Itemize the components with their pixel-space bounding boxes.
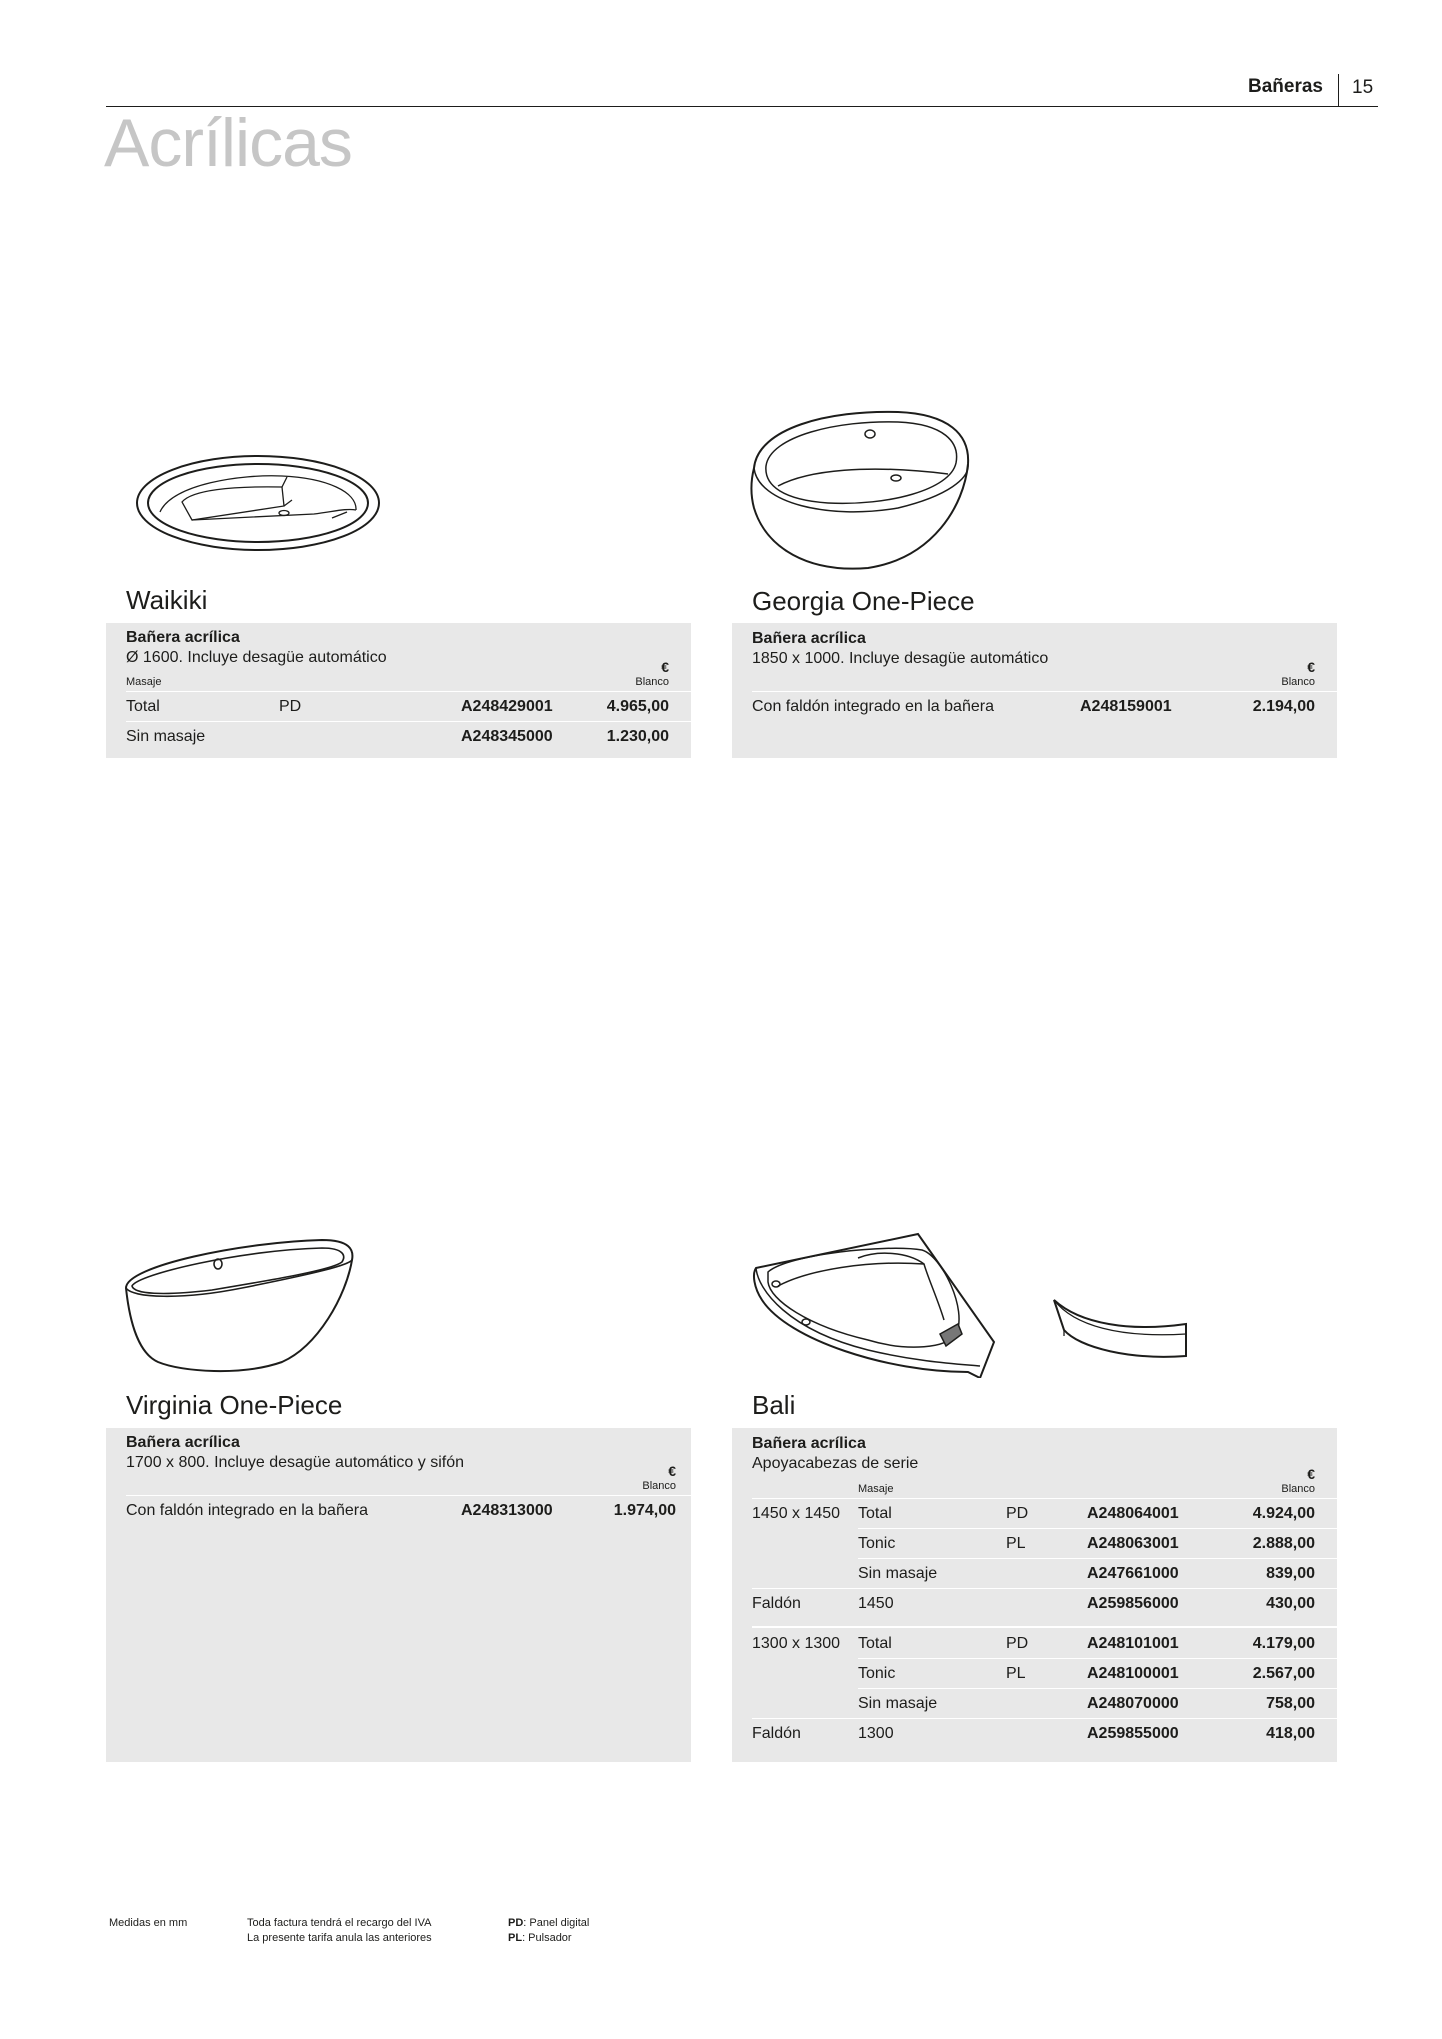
footer-legend [508, 1916, 589, 1946]
row-code: A247661000 [1087, 1565, 1179, 1582]
row-code: A248070000 [1087, 1695, 1179, 1712]
row-price: 1.230,00 [606, 728, 669, 745]
row-code: A248100001 [1087, 1665, 1179, 1682]
finish-label: Blanco [1281, 676, 1315, 688]
row-price: 4.965,00 [606, 698, 669, 715]
table-row [732, 1718, 1337, 1748]
column-label-masaje: Masaje [126, 676, 162, 688]
product-description: Ø 1600. Incluye desagüe automático [126, 649, 387, 666]
waikiki-card [106, 623, 691, 758]
header-separator [1338, 74, 1339, 106]
row-code: A248313000 [461, 1502, 553, 1519]
bali-corner-bathtub-illustration [748, 1230, 998, 1378]
row-size: Faldón [752, 1595, 801, 1612]
waikiki-bathtub-illustration [132, 450, 387, 555]
row-price: 839,00 [1266, 1565, 1315, 1582]
footer-units [109, 1916, 187, 1931]
row-size: 1450 x 1450 [752, 1505, 841, 1522]
finish-label: Blanco [642, 1480, 676, 1492]
iva-note: Toda factura tendrá el recargo del IVA [247, 1917, 432, 1929]
row-type: PL [1006, 1535, 1026, 1552]
product-subtitle: Bañera acrílica [752, 1435, 866, 1452]
footer-tax-notes [247, 1916, 432, 1946]
row-code: A248345000 [461, 728, 553, 745]
row-label: Total [126, 698, 160, 715]
row-type: PD [1006, 1505, 1029, 1522]
column-label-masaje: Masaje [858, 1483, 894, 1495]
row-label: Sin masaje [858, 1565, 938, 1582]
row-code: A259856000 [1087, 1595, 1179, 1612]
currency-label: € [668, 1463, 676, 1479]
row-price: 2.194,00 [1252, 698, 1315, 715]
table-row [732, 1658, 1337, 1688]
row-code: A259855000 [1087, 1725, 1179, 1742]
product-description: Apoyacabezas de serie [752, 1455, 919, 1472]
row-price: 2.567,00 [1252, 1665, 1315, 1682]
row-code: A248063001 [1087, 1535, 1179, 1552]
product-name-waikiki: Waikiki [126, 585, 208, 615]
row-label: Con faldón integrado en la bañera [752, 698, 994, 715]
georgia-bathtub-illustration [748, 408, 973, 573]
row-type: PD [279, 698, 302, 715]
legend-pd-text: : Panel digital [523, 1917, 590, 1929]
row-type: PL [1006, 1665, 1026, 1682]
virginia-bathtub-illustration [122, 1236, 357, 1374]
section-title: Bañeras [1248, 76, 1323, 97]
bali-apron-illustration [1050, 1296, 1190, 1362]
legend-pd-abbr: PD [508, 1917, 524, 1929]
legend-pl [508, 1931, 589, 1946]
row-label: Con faldón integrado en la bañera [126, 1502, 368, 1519]
row-size: 1300 x 1300 [752, 1635, 841, 1652]
row-label: Total [858, 1635, 892, 1652]
row-label: Sin masaje [126, 728, 206, 745]
legend-pl-abbr: PL [508, 1932, 523, 1944]
table-row [106, 721, 691, 751]
currency-label: € [661, 659, 669, 675]
currency-label: € [1307, 1466, 1315, 1482]
row-price: 2.888,00 [1252, 1535, 1315, 1552]
table-row [732, 1528, 1337, 1558]
row-label: Tonic [858, 1665, 896, 1682]
legend-pl-text: : Pulsador [522, 1932, 572, 1944]
product-subtitle: Bañera acrílica [752, 630, 866, 647]
finish-label: Blanco [1281, 1483, 1315, 1495]
row-code: A248159001 [1080, 698, 1172, 715]
row-size: Faldón [752, 1725, 801, 1742]
product-subtitle: Bañera acrílica [126, 1434, 240, 1451]
row-price: 418,00 [1266, 1725, 1315, 1742]
row-label: Total [858, 1505, 892, 1522]
finish-label: Blanco [635, 676, 669, 688]
table-row [732, 1628, 1337, 1658]
product-description: 1700 x 800. Incluye desagüe automático y sifón [126, 1454, 464, 1471]
product-name-virginia: Virginia One-Piece [126, 1390, 343, 1420]
row-price: 758,00 [1266, 1695, 1315, 1712]
row-label: Tonic [858, 1535, 896, 1552]
table-row [732, 1688, 1337, 1718]
table-row [732, 1498, 1337, 1528]
row-label: 1300 [858, 1725, 894, 1742]
row-code: A248429001 [461, 698, 553, 715]
product-name-georgia: Georgia One-Piece [752, 586, 975, 616]
row-price: 430,00 [1266, 1595, 1315, 1612]
row-price: 4.179,00 [1252, 1635, 1315, 1652]
page-title: Acrílicas [104, 105, 352, 181]
tarifa-note: La presente tarifa anula las anteriores [247, 1932, 432, 1944]
row-price: 1.974,00 [613, 1502, 676, 1519]
table-row [106, 1495, 691, 1525]
page-number: 15 [1352, 77, 1374, 98]
row-label: 1450 [858, 1595, 894, 1612]
row-type: PD [1006, 1635, 1029, 1652]
table-row [732, 1588, 1337, 1618]
table-row [732, 1558, 1337, 1588]
virginia-card [106, 1428, 691, 1762]
units-note: Medidas en mm [109, 1917, 188, 1929]
currency-label: € [1307, 659, 1315, 675]
row-code: A248101001 [1087, 1635, 1179, 1652]
bali-card [732, 1428, 1337, 1762]
product-subtitle: Bañera acrílica [126, 629, 240, 646]
row-label: Sin masaje [858, 1695, 938, 1712]
row-code: A248064001 [1087, 1505, 1179, 1522]
table-row [106, 691, 691, 721]
product-name-bali: Bali [752, 1390, 796, 1420]
product-description: 1850 x 1000. Incluye desagüe automático [752, 650, 1049, 667]
legend-pd [508, 1916, 589, 1931]
table-row [732, 691, 1337, 721]
row-price: 4.924,00 [1252, 1505, 1315, 1522]
georgia-card [732, 623, 1337, 758]
